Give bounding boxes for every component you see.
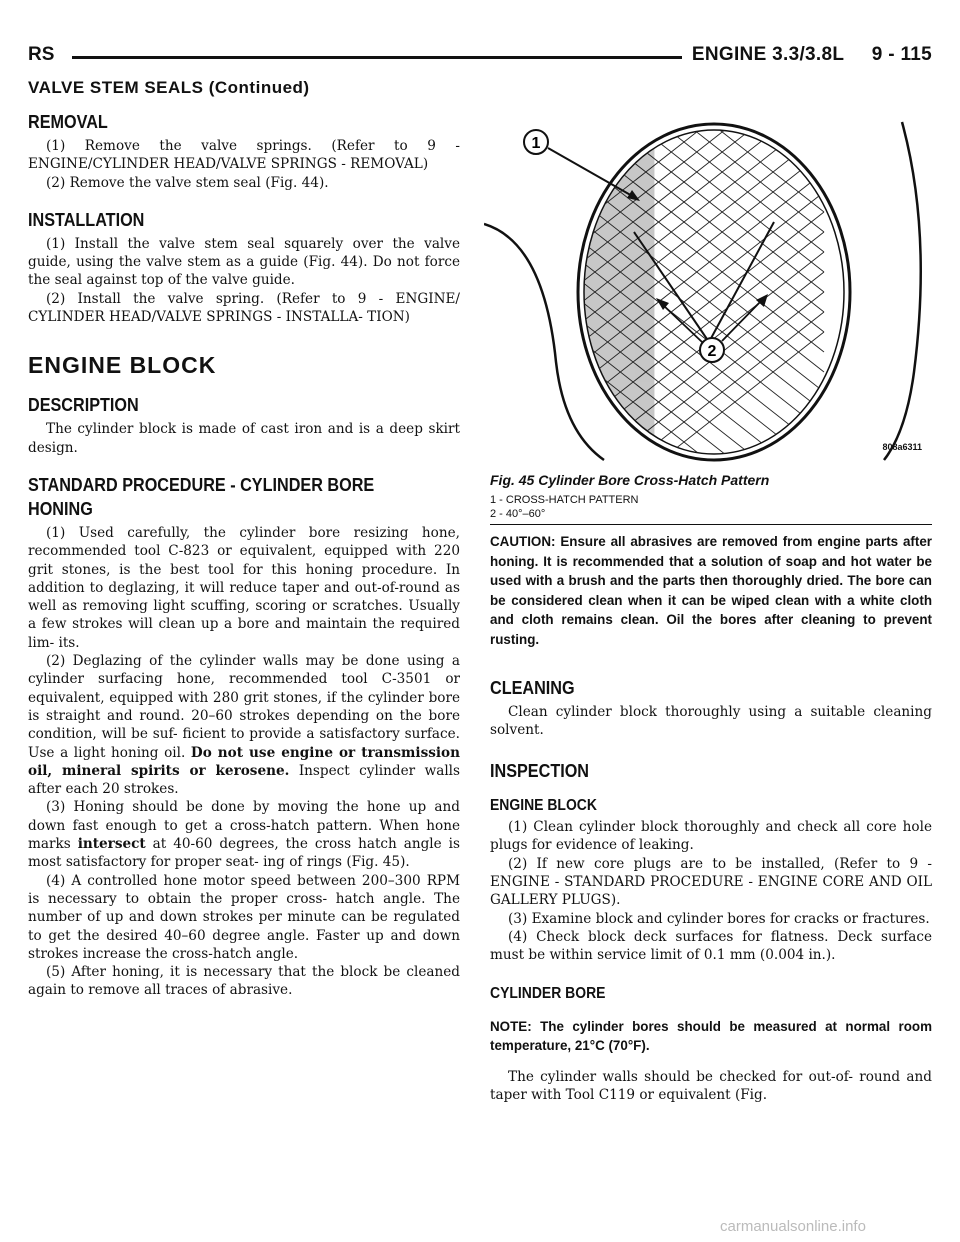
honing-step-2-text: (2) Deglazing of the cylinder walls may be done using a cylinder surfacing hone, recommended tool C-3501 or equivalent, equipped with 280 grit stones, if the cylinder bore is straight and round. 20–60 strokes depending on the bore condition, will be suf- ficient to provide a satisfactory surface. Use a light honing oil. xyxy=(28,653,460,761)
inspection-heading: INSPECTION xyxy=(490,761,590,782)
figure-45 xyxy=(484,112,932,526)
page-header xyxy=(28,44,932,70)
honing-step-3-emphasis: intersect xyxy=(77,836,146,853)
watermark: carmanualsonline.info xyxy=(720,1218,866,1235)
left-column xyxy=(28,110,460,1000)
right-bore-edge xyxy=(884,122,921,460)
header-model-code: RS xyxy=(28,44,55,65)
honing-step-2-tail: Inspect cylinder walls after each 20 strokes. xyxy=(28,762,460,798)
inspection-step-4: (4) Check block deck surfaces for flatness. Deck surface must be within service limit of 0.1 mm (0.004 in.). xyxy=(490,928,932,964)
honing-step-3-text: (3) Honing should be done by moving the hone up and down fast enough to get a cross-hatch pattern. When hone marks xyxy=(28,799,460,853)
cleaning-heading: CLEANING xyxy=(490,677,575,698)
description-text: The cylinder block is made of cast iron and is a deep skirt design. xyxy=(28,421,460,456)
cylinder-bore-heading: CYLINDER BORE xyxy=(490,984,606,1002)
figure-legend-2: 2 - 40°–60° xyxy=(490,508,546,520)
honing-step-3-tail: at 40-60 degrees, the cross hatch angle is most satisfactory for proper seat- ing of rings (Fig. 45). xyxy=(28,836,460,871)
callout-2-label: 2 xyxy=(707,343,717,360)
honing-step-2-warning: Do not use engine or transmission oil, mineral spirits or kerosene. xyxy=(28,744,460,779)
caution-block: CAUTION: Ensure all abrasives are removed from engine parts after honing. It is recommended that a solution of soap and hot water be used with a brush and the parts then thoroughly dried. The bore can be considered clean when it can be wiped clean with a white cloth and cloth remains clean. Oil the bores after cleaning to prevent rusting. xyxy=(490,534,932,647)
installation-step-2: (2) Install the valve spring. (Refer to 9 - ENGINE/ CYLINDER HEAD/VALVE SPRINGS - INSTALLA- TION) xyxy=(28,290,460,326)
inspection-step-2: (2) If new core plugs are to be installed, (Refer to 9 - ENGINE - STANDARD PROCEDURE - ENGINE CORE AND OIL GALLERY PLUGS). xyxy=(490,855,932,909)
installation-heading: INSTALLATION xyxy=(28,209,145,230)
honing-step-5: (5) After honing, it is necessary that the block be cleaned again to remove all traces of abrasive. xyxy=(28,964,460,999)
removal-step-2: (2) Remove the valve stem seal (Fig. 44). xyxy=(46,174,329,191)
header-section-page: ENGINE 3.3/3.8L 9 - 115 xyxy=(691,44,932,65)
honing-step-2 xyxy=(28,652,460,798)
cross-hatch-illustration xyxy=(484,112,932,462)
note-block: NOTE: The cylinder bores should be measured at normal room temperature, 21°C (70°F). xyxy=(490,1018,932,1054)
figure-code: 808a6311 xyxy=(882,442,922,452)
inspection-engine-block-heading: ENGINE BLOCK xyxy=(490,797,597,815)
section-continued-heading: VALVE STEM SEALS (Continued) xyxy=(28,78,310,97)
inspection-step-3: (3) Examine block and cylinder bores for cracks or fractures. xyxy=(508,910,930,927)
honing-step-1: (1) Used carefully, the cylinder bore resizing hone, recommended tool C-823 or equivalent, equipped with 220 grit stones, is the best tool for this honing procedure. In addition to deglazing, it will reduce taper and out-of-round as well as removing light scuffing, scoring or scratches. Usually a few strokes will clean up a bore and maintain the required lim- its. xyxy=(28,524,460,651)
honing-step-4: (4) A controlled hone motor speed between 200–300 RPM is necessary to obtain the proper cross- hatch angle. The number of up and down strokes per minute can be regulated to get the desired 40–60 degree angle. Faster up and down strokes increase the cross-hatch angle. xyxy=(28,872,460,962)
installation-step-1: (1) Install the valve stem seal squarely over the valve guide, using the valve stem as a guide (Fig. 44). Do not force the seal against top of the valve guide. xyxy=(28,235,460,289)
figure-bottom-rule xyxy=(490,524,932,525)
cleaning-text: Clean cylinder block thoroughly using a suitable cleaning solvent. xyxy=(490,703,932,738)
removal-step-1: (1) Remove the valve springs. (Refer to 9 - ENGINE/CYLINDER HEAD/VALVE SPRINGS - REMOVAL) xyxy=(28,138,460,173)
callout-1-label: 1 xyxy=(531,135,541,152)
inspection-step-1: (1) Clean cylinder block thoroughly and check all core hole plugs for evidence of leaking. xyxy=(490,819,932,854)
engine-block-heading: ENGINE BLOCK xyxy=(28,352,217,379)
removal-heading: REMOVAL xyxy=(28,112,108,132)
figure-legend-1: 1 - CROSS-HATCH PATTERN xyxy=(490,494,639,506)
honing-step-3 xyxy=(28,798,460,871)
honing-heading: STANDARD PROCEDURE - CYLINDER BORE HONING xyxy=(28,474,375,519)
description-heading: DESCRIPTION xyxy=(28,395,139,416)
header-rule xyxy=(72,56,682,59)
right-column xyxy=(490,532,932,1104)
figure-title: Fig. 45 Cylinder Bore Cross-Hatch Pattern xyxy=(490,472,770,488)
cylinder-bore-text: The cylinder walls should be checked for out-of- round and taper with Tool C119 or equivalent (Fig. xyxy=(490,1068,932,1104)
